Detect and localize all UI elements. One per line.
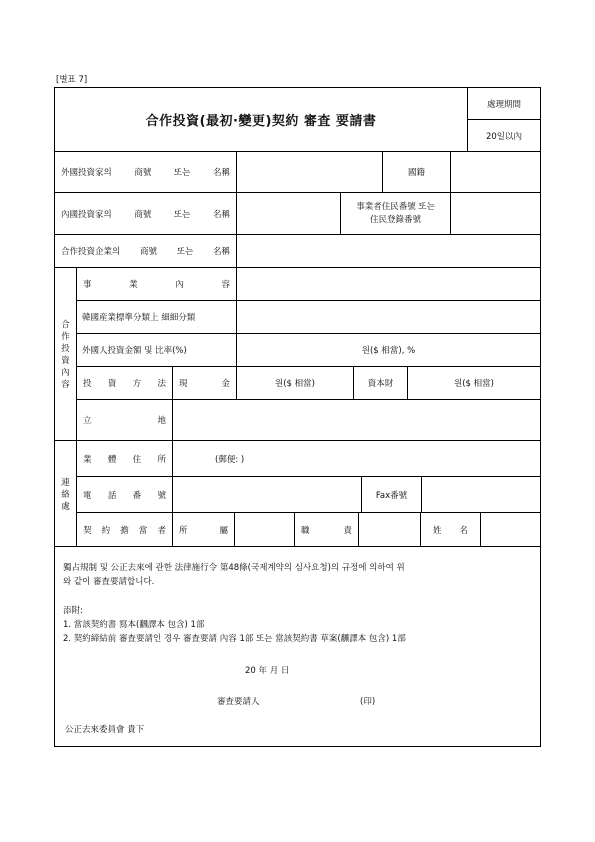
location-field[interactable] (173, 400, 540, 441)
cash-label: 現 金 (173, 367, 237, 400)
contact-side-label: 連 絡 處 (55, 441, 77, 547)
applicant-label: 審査要請人 (217, 697, 260, 707)
statement-line-2: 와 같이 審査要請합니다. (63, 577, 155, 587)
attachments-label: 添附: (63, 606, 83, 616)
industry-classification-label: 韓國産業標準分類上 細細分類 (77, 301, 237, 334)
department-label: 所 屬 (173, 513, 235, 547)
request-date: 20 年 月 日 (245, 666, 290, 676)
registration-number-field[interactable] (451, 193, 540, 235)
business-content-field[interactable] (237, 268, 540, 301)
nationality-label: 國籍 (383, 152, 451, 193)
foreign-investor-label: 外國投資家의 商號 또는 名稱 (55, 152, 237, 193)
capital-goods-label: 資本財 (354, 367, 408, 400)
fax-number-field[interactable] (422, 477, 540, 513)
registration-number-label: 事業者住民番號 또는 住民登錄番號 (341, 193, 451, 235)
joint-company-label: 合作投資企業의 商號 또는 名稱 (55, 235, 237, 268)
name-label: 姓 名 (421, 513, 481, 547)
industry-classification-field[interactable] (237, 301, 540, 334)
request-statement (55, 547, 540, 745)
investment-content-side-label: 合 作 投 資 內 容 (55, 268, 77, 441)
application-form (54, 87, 541, 747)
name-field[interactable] (481, 513, 540, 547)
foreign-investment-amount-field[interactable]: 원($ 相當), % (237, 334, 540, 367)
company-address-label: 業 體 住 所 (77, 441, 173, 477)
investment-method-label: 投 資 方 法 (77, 367, 173, 400)
nationality-field[interactable] (451, 152, 540, 193)
joint-company-field[interactable] (237, 235, 540, 268)
addressee: 公正去來委員會 貴下 (65, 725, 145, 735)
location-label: 立 地 (77, 400, 173, 441)
domestic-investor-label: 內國投資家의 商號 또는 名稱 (55, 193, 237, 235)
business-content-label: 事 業 內 容 (77, 268, 237, 301)
processing-period-value: 20일以內 (468, 120, 540, 152)
form-title: 合作投資(最初·變更)契約 審査 要請書 (55, 88, 468, 152)
fax-number-label: Fax番號 (362, 477, 422, 513)
seal-label: (印) (360, 697, 376, 707)
attachment-item-2: 2. 契約締結前 審査要請인 경우 審査要請 內容 1部 또는 當該契約書 草案(飜譯本 包含) 1部 (63, 634, 406, 644)
foreign-investor-field[interactable] (237, 152, 383, 193)
statement-line-1: 獨占規制 및 公正去來에 관한 法律施行令 第48條(국제계약의 심사요청)의 규정에 의하여 위 (63, 563, 405, 573)
phone-number-label: 電 話 番 號 (77, 477, 173, 513)
domestic-investor-field[interactable] (237, 193, 341, 235)
position-label: 職 責 (295, 513, 359, 547)
foreign-investment-amount-label: 外國人投資金額 및 比率(%) (77, 334, 237, 367)
position-field[interactable] (359, 513, 421, 547)
department-field[interactable] (235, 513, 295, 547)
attachment-item-1: 1. 當該契約書 寫本(飜譯本 包含) 1部 (63, 620, 205, 630)
form-number-label: [별표 7] (56, 75, 88, 85)
company-address-field[interactable]: (郵便: ) (173, 441, 540, 477)
contract-manager-label: 契 約 擔 當 者 (77, 513, 173, 547)
processing-period-label: 處理期間 (468, 88, 540, 120)
cash-amount-field[interactable]: 원($ 相當) (237, 367, 354, 400)
phone-number-field[interactable] (173, 477, 362, 513)
capital-goods-amount-field[interactable]: 원($ 相當) (408, 367, 540, 400)
